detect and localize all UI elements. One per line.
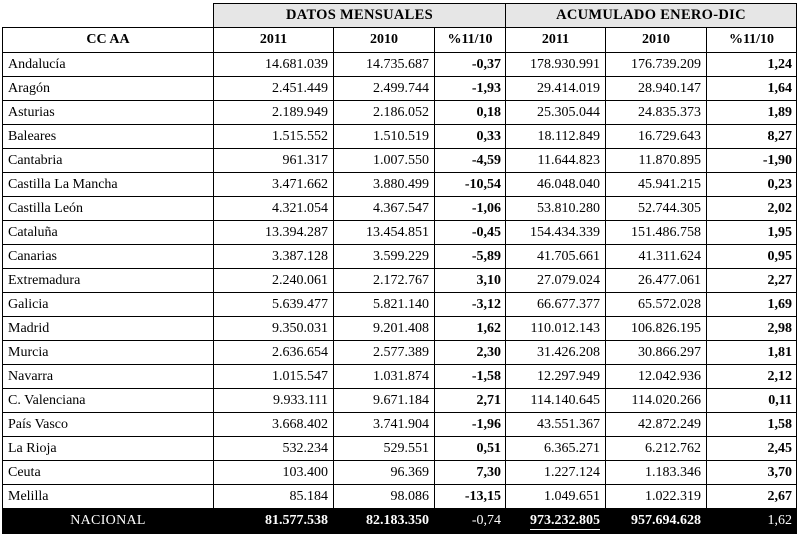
cell-monthly-2011: 2.189.949 (214, 101, 334, 125)
total-cumulative-2010: 957.694.628 (606, 509, 707, 534)
cell-cumulative-2010: 6.212.762 (606, 437, 707, 461)
cell-monthly-2010: 98.086 (334, 485, 435, 509)
cell-cumulative-2011: 46.048.040 (506, 173, 606, 197)
table-row (3, 197, 797, 221)
table-row (3, 485, 797, 509)
cell-monthly-2011: 961.317 (214, 149, 334, 173)
cell-monthly-2011: 103.400 (214, 461, 334, 485)
total-monthly-2010: 82.183.350 (334, 509, 435, 534)
cell-monthly-2011: 2.636.654 (214, 341, 334, 365)
cell-monthly-pct: 0,51 (435, 437, 506, 461)
cell-cumulative-pct: 1,89 (707, 101, 797, 125)
total-monthly-2011: 81.577.538 (214, 509, 334, 534)
cell-cumulative-2010: 1.183.346 (606, 461, 707, 485)
cell-cumulative-2011: 66.677.377 (506, 293, 606, 317)
cell-monthly-pct: 1,62 (435, 317, 506, 341)
cell-cumulative-pct: 2,67 (707, 485, 797, 509)
table-body (3, 53, 797, 509)
cell-cumulative-pct: 0,11 (707, 389, 797, 413)
cell-cumulative-2010: 151.486.758 (606, 221, 707, 245)
cell-cumulative-2011: 53.810.280 (506, 197, 606, 221)
cell-monthly-2010: 1.510.519 (334, 125, 435, 149)
cell-cumulative-2010: 11.870.895 (606, 149, 707, 173)
cell-cumulative-pct: 1,64 (707, 77, 797, 101)
data-table-container (2, 3, 797, 534)
cell-monthly-2010: 5.821.140 (334, 293, 435, 317)
cell-cumulative-2011: 29.414.019 (506, 77, 606, 101)
cell-monthly-pct: -10,54 (435, 173, 506, 197)
table-row (3, 53, 797, 77)
cell-monthly-2010: 2.186.052 (334, 101, 435, 125)
cell-cumulative-2011: 27.079.024 (506, 269, 606, 293)
cell-monthly-2011: 2.240.061 (214, 269, 334, 293)
cell-monthly-pct: -1,06 (435, 197, 506, 221)
table-row (3, 293, 797, 317)
cell-monthly-2010: 1.007.550 (334, 149, 435, 173)
cell-monthly-2011: 9.933.111 (214, 389, 334, 413)
table-row (3, 101, 797, 125)
cell-cumulative-2010: 45.941.215 (606, 173, 707, 197)
cell-cumulative-2010: 24.835.373 (606, 101, 707, 125)
cell-monthly-pct: -5,89 (435, 245, 506, 269)
column-header-cumulative-2010: 2010 (606, 28, 707, 53)
cell-cumulative-pct: -1,90 (707, 149, 797, 173)
table-row (3, 149, 797, 173)
total-region-name: NACIONAL (3, 509, 214, 534)
table-row (3, 461, 797, 485)
table-row (3, 317, 797, 341)
cell-monthly-2011: 85.184 (214, 485, 334, 509)
cell-monthly-pct: 2,30 (435, 341, 506, 365)
cell-region-name: Aragón (3, 77, 214, 101)
cell-cumulative-pct: 2,98 (707, 317, 797, 341)
cell-cumulative-2011: 31.426.208 (506, 341, 606, 365)
column-header-region: CC AA (3, 28, 214, 53)
cell-cumulative-pct: 2,27 (707, 269, 797, 293)
cell-region-name: Cantabria (3, 149, 214, 173)
cell-monthly-pct: 2,71 (435, 389, 506, 413)
cell-cumulative-2010: 41.311.624 (606, 245, 707, 269)
cell-monthly-2010: 14.735.687 (334, 53, 435, 77)
cell-monthly-2011: 13.394.287 (214, 221, 334, 245)
cell-monthly-2010: 529.551 (334, 437, 435, 461)
cell-monthly-pct: 3,10 (435, 269, 506, 293)
cell-monthly-2011: 5.639.477 (214, 293, 334, 317)
cell-cumulative-2011: 43.551.367 (506, 413, 606, 437)
cell-monthly-2010: 9.671.184 (334, 389, 435, 413)
cell-cumulative-2010: 106.826.195 (606, 317, 707, 341)
cell-cumulative-2010: 114.020.266 (606, 389, 707, 413)
cell-cumulative-2010: 30.866.297 (606, 341, 707, 365)
cell-monthly-2010: 1.031.874 (334, 365, 435, 389)
cell-cumulative-2010: 176.739.209 (606, 53, 707, 77)
cell-region-name: Andalucía (3, 53, 214, 77)
column-header-cumulative-2011: 2011 (506, 28, 606, 53)
table-row (3, 77, 797, 101)
table-row (3, 173, 797, 197)
data-table (2, 3, 797, 534)
cell-monthly-pct: -1,96 (435, 413, 506, 437)
cell-monthly-2011: 3.668.402 (214, 413, 334, 437)
cell-region-name: Melilla (3, 485, 214, 509)
cell-cumulative-pct: 0,23 (707, 173, 797, 197)
column-header-monthly-pct: %11/10 (435, 28, 506, 53)
cell-region-name: Baleares (3, 125, 214, 149)
cell-monthly-2011: 1.015.547 (214, 365, 334, 389)
column-header-monthly-2010: 2010 (334, 28, 435, 53)
table-row (3, 389, 797, 413)
cell-region-name: Navarra (3, 365, 214, 389)
cell-monthly-2011: 3.471.662 (214, 173, 334, 197)
cell-cumulative-pct: 2,12 (707, 365, 797, 389)
group-header-monthly: DATOS MENSUALES (214, 4, 506, 28)
cell-cumulative-2011: 12.297.949 (506, 365, 606, 389)
cell-monthly-2011: 532.234 (214, 437, 334, 461)
cell-monthly-pct: -0,45 (435, 221, 506, 245)
corner-blank-cell (3, 4, 214, 28)
cell-monthly-2011: 14.681.039 (214, 53, 334, 77)
cell-cumulative-pct: 0,95 (707, 245, 797, 269)
cell-cumulative-2010: 26.477.061 (606, 269, 707, 293)
cell-region-name: Asturias (3, 101, 214, 125)
cell-monthly-2010: 9.201.408 (334, 317, 435, 341)
cell-cumulative-2010: 42.872.249 (606, 413, 707, 437)
cell-monthly-2010: 3.741.904 (334, 413, 435, 437)
cell-cumulative-pct: 1,24 (707, 53, 797, 77)
cell-monthly-2011: 1.515.552 (214, 125, 334, 149)
cell-region-name: Galicia (3, 293, 214, 317)
cell-monthly-2010: 2.577.389 (334, 341, 435, 365)
cell-region-name: C. Valenciana (3, 389, 214, 413)
cell-cumulative-2011: 11.644.823 (506, 149, 606, 173)
cell-cumulative-2010: 28.940.147 (606, 77, 707, 101)
cell-cumulative-2011: 114.140.645 (506, 389, 606, 413)
cell-monthly-2010: 2.172.767 (334, 269, 435, 293)
cell-monthly-2011: 3.387.128 (214, 245, 334, 269)
cell-cumulative-pct: 1,95 (707, 221, 797, 245)
cell-region-name: Cataluña (3, 221, 214, 245)
cell-region-name: Castilla León (3, 197, 214, 221)
table-row (3, 413, 797, 437)
cell-cumulative-2011: 25.305.044 (506, 101, 606, 125)
cell-monthly-pct: -4,59 (435, 149, 506, 173)
cell-monthly-pct: -1,58 (435, 365, 506, 389)
cell-cumulative-2011: 18.112.849 (506, 125, 606, 149)
cell-cumulative-2010: 65.572.028 (606, 293, 707, 317)
table-row (3, 245, 797, 269)
cell-region-name: País Vasco (3, 413, 214, 437)
cell-cumulative-2010: 52.744.305 (606, 197, 707, 221)
cell-cumulative-pct: 8,27 (707, 125, 797, 149)
cell-cumulative-2010: 1.022.319 (606, 485, 707, 509)
cell-monthly-2011: 9.350.031 (214, 317, 334, 341)
cell-monthly-pct: -0,37 (435, 53, 506, 77)
cell-cumulative-2011: 1.227.124 (506, 461, 606, 485)
column-header-monthly-2011: 2011 (214, 28, 334, 53)
cell-monthly-pct: -13,15 (435, 485, 506, 509)
cell-monthly-2010: 4.367.547 (334, 197, 435, 221)
table-row (3, 437, 797, 461)
cell-region-name: La Rioja (3, 437, 214, 461)
cell-monthly-pct: -1,93 (435, 77, 506, 101)
cell-region-name: Madrid (3, 317, 214, 341)
cell-cumulative-pct: 1,69 (707, 293, 797, 317)
cell-monthly-2010: 2.499.744 (334, 77, 435, 101)
cell-cumulative-2011: 110.012.143 (506, 317, 606, 341)
cell-cumulative-2010: 16.729.643 (606, 125, 707, 149)
cell-monthly-2011: 2.451.449 (214, 77, 334, 101)
cell-cumulative-pct: 1,58 (707, 413, 797, 437)
cell-cumulative-2010: 12.042.936 (606, 365, 707, 389)
cell-cumulative-2011: 154.434.339 (506, 221, 606, 245)
cell-cumulative-2011: 6.365.271 (506, 437, 606, 461)
table-row (3, 221, 797, 245)
table-row (3, 125, 797, 149)
table-row (3, 341, 797, 365)
cell-region-name: Canarias (3, 245, 214, 269)
cell-region-name: Extremadura (3, 269, 214, 293)
cell-region-name: Ceuta (3, 461, 214, 485)
cell-cumulative-pct: 3,70 (707, 461, 797, 485)
cell-monthly-pct: 7,30 (435, 461, 506, 485)
cell-monthly-pct: 0,33 (435, 125, 506, 149)
cell-monthly-2011: 4.321.054 (214, 197, 334, 221)
cell-cumulative-pct: 2,45 (707, 437, 797, 461)
total-cumulative-pct: 1,62 (707, 509, 797, 534)
cell-cumulative-2011: 178.930.991 (506, 53, 606, 77)
cell-cumulative-2011: 41.705.661 (506, 245, 606, 269)
total-row (3, 509, 797, 534)
cell-cumulative-2011: 1.049.651 (506, 485, 606, 509)
total-cumulative-2011-value: 973.232.805 (530, 513, 600, 528)
cell-cumulative-pct: 1,81 (707, 341, 797, 365)
group-header-cumulative: ACUMULADO ENERO-DIC (506, 4, 797, 28)
cell-region-name: Castilla La Mancha (3, 173, 214, 197)
cell-monthly-2010: 3.599.229 (334, 245, 435, 269)
column-header-cumulative-pct: %11/10 (707, 28, 797, 53)
cell-monthly-pct: 0,18 (435, 101, 506, 125)
cell-region-name: Murcia (3, 341, 214, 365)
table-row (3, 269, 797, 293)
cell-monthly-2010: 13.454.851 (334, 221, 435, 245)
total-monthly-pct: -0,74 (435, 509, 506, 534)
cell-monthly-2010: 3.880.499 (334, 173, 435, 197)
cell-monthly-2010: 96.369 (334, 461, 435, 485)
total-cumulative-2011 (506, 509, 606, 534)
cell-monthly-pct: -3,12 (435, 293, 506, 317)
table-row (3, 365, 797, 389)
cell-cumulative-pct: 2,02 (707, 197, 797, 221)
